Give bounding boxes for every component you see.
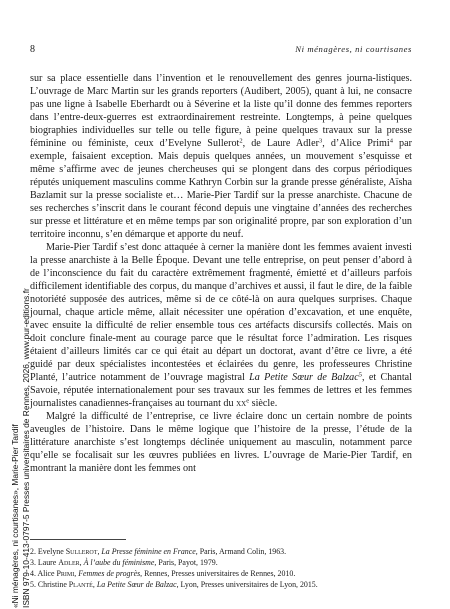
footnote [30,579,412,590]
text-run: , Paris, Payot, 1979. [154,558,218,567]
page-header [30,44,412,58]
text-run: , d’Alice Primi [322,138,390,149]
text-run: , [74,569,79,578]
text-run: , de Laure Adler [242,138,319,149]
body-text [30,72,412,475]
superscript: e [246,397,250,405]
text-run: , et Chantal Savoie, réputée internationalement pour ses travaux sur les femmes de lettres et les femmes journalistes canadiennes-françaises au tournant du [30,372,412,409]
italic-title: La Petite Sœur de Balzac [96,580,177,589]
footnote [30,568,412,579]
paragraph [30,72,412,241]
page-number: 8 [30,44,35,55]
side-note-line: «Ni ménagères, ni courtisanes», Marie-Pier Tardif [10,424,20,608]
text-run: siècle. [249,398,278,409]
text-run: , [79,558,84,567]
text-run: , Rennes, Presses universitaires de Rennes, 2010. [140,569,296,578]
footnote [30,546,412,557]
superscript: 4 [389,137,393,145]
text-run: , [97,547,102,556]
paragraph [30,241,412,410]
italic-title: Femmes de progrès [78,569,141,578]
superscript: 5 [358,371,362,379]
text-run: , Lyon, Presses universitaires de Lyon, 2015. [176,580,318,589]
text-run: 5. Christine [30,580,69,589]
small-caps-text: Planté [68,580,93,589]
text-run: 3. Laure [30,558,59,567]
text-run: 4. Alice [30,569,57,578]
text-run: Marie-Pier Tardif s’est donc attaquée à cerner la manière dont les femmes avaient investi la presse anarchiste à la Belle Époque. Devant une telle entreprise, on peut penser d’abord à de l’inconscience du fait du caractère extrêmement fragmenté, émietté et d’ailleurs parfois difficilement identifiable des corpus, du manque d’archives et aussi, il faut le dire, de la faible notoriété supposée des autrices, même si de ce côté-là on aura quelques surprises. Chaque journal, chaque article même, allait nécessiter une opération d’excavation, et une enquête, avec ensuite la difficulté de relier ensemble tous ces artéfacts discursifs collectés. Mais on doit conclure finale-ment au courage parce que le résultat force l’admiration. Les risques étaient d’ailleurs limités car ce qui était au départ un doctorat, avant d’être ce livre, a été guidé par deux spécialistes incontestées et éclairées du genre, les professeures Christine Planté, l’autrice notamment de l’ouvrage magistral [30,242,412,383]
small-caps-text: xx [236,398,247,409]
small-caps-text: Primi [56,569,75,578]
text-run: par exemple, faisaient exception. Mais depuis quelques années, un mouvement s’esquisse et même s’affirme avec de jeunes chercheuses qui se plongent dans des corpus périodiques réputés uniquement masculins comme Kathryn Corbin sur la grande presse généraliste, Aïsha Bazlamit sur la presse socialiste et… Marie-Pier Tardif sur la presse anarchiste. Chacune de ses recherches s’inscrit dans le courant fécond depuis une vingtaine d’années des recherches sur presse et littérature et en même temps par son originalité propre, par son exploration d’un territoire inconnu, s’en démarque et apporte du neuf. [30,138,412,240]
superscript: 2 [239,137,243,145]
side-note-line: ISBN 979-10-413-0797-5 Presses universitaires de Rennes, 2026, www.pur-editions.fr [21,288,31,608]
text-run: , [92,580,97,589]
italic-title: La Petite Sœur de Balzac [249,372,359,383]
superscript: 3 [318,137,323,145]
footnote [30,557,412,568]
text-run: sur sa place essentielle dans l’invention et le renouvellement des genres journa-listiques. L’ouvrage de Marc Martin sur les grands reporters (Audibert, 2005), quant à lui, ne consacre pas une ligne à Isabelle Eberhardt ou à Séverine et la liste qu’il donne des femmes reporters dans l’entre-deux-guerres est extraordinairement restreinte. Longtemps, à peine quelques biographies individuelles sur telle ou telle figure, à peine quelques travaux sur la presse féminine ou féministe, ceux d’Evelyne Sullerot [30,73,412,149]
text-run: , Paris, Armand Colin, 1963. [195,547,287,556]
footnotes [30,546,412,590]
copyright-side-note [10,8,48,608]
small-caps-text: Adler [58,558,80,567]
small-caps-text: Sullerot [65,547,98,556]
paragraph [30,410,412,475]
running-head: Ni ménagères, ni courtisanes [295,44,412,54]
text-run: 2. Evelyne [30,547,66,556]
text-run: Malgré la difficulté de l’entreprise, ce livre éclaire donc un certain nombre de points aveugles de l’histoire. Dans le même logique que l’histoire de la presse, l’étude de la littérature anarchiste s’est longtemps déclinée uniquement au masculin, notamment parce qu’elle se focalisait sur les œuvres publiées en livres. L’ouvrage de Marie-Pier Tardif, en montrant la manière dont les femmes ont [30,411,412,474]
italic-title: La Presse féminine en France [101,547,196,556]
italic-title: À l’aube du féminisme [83,558,155,567]
